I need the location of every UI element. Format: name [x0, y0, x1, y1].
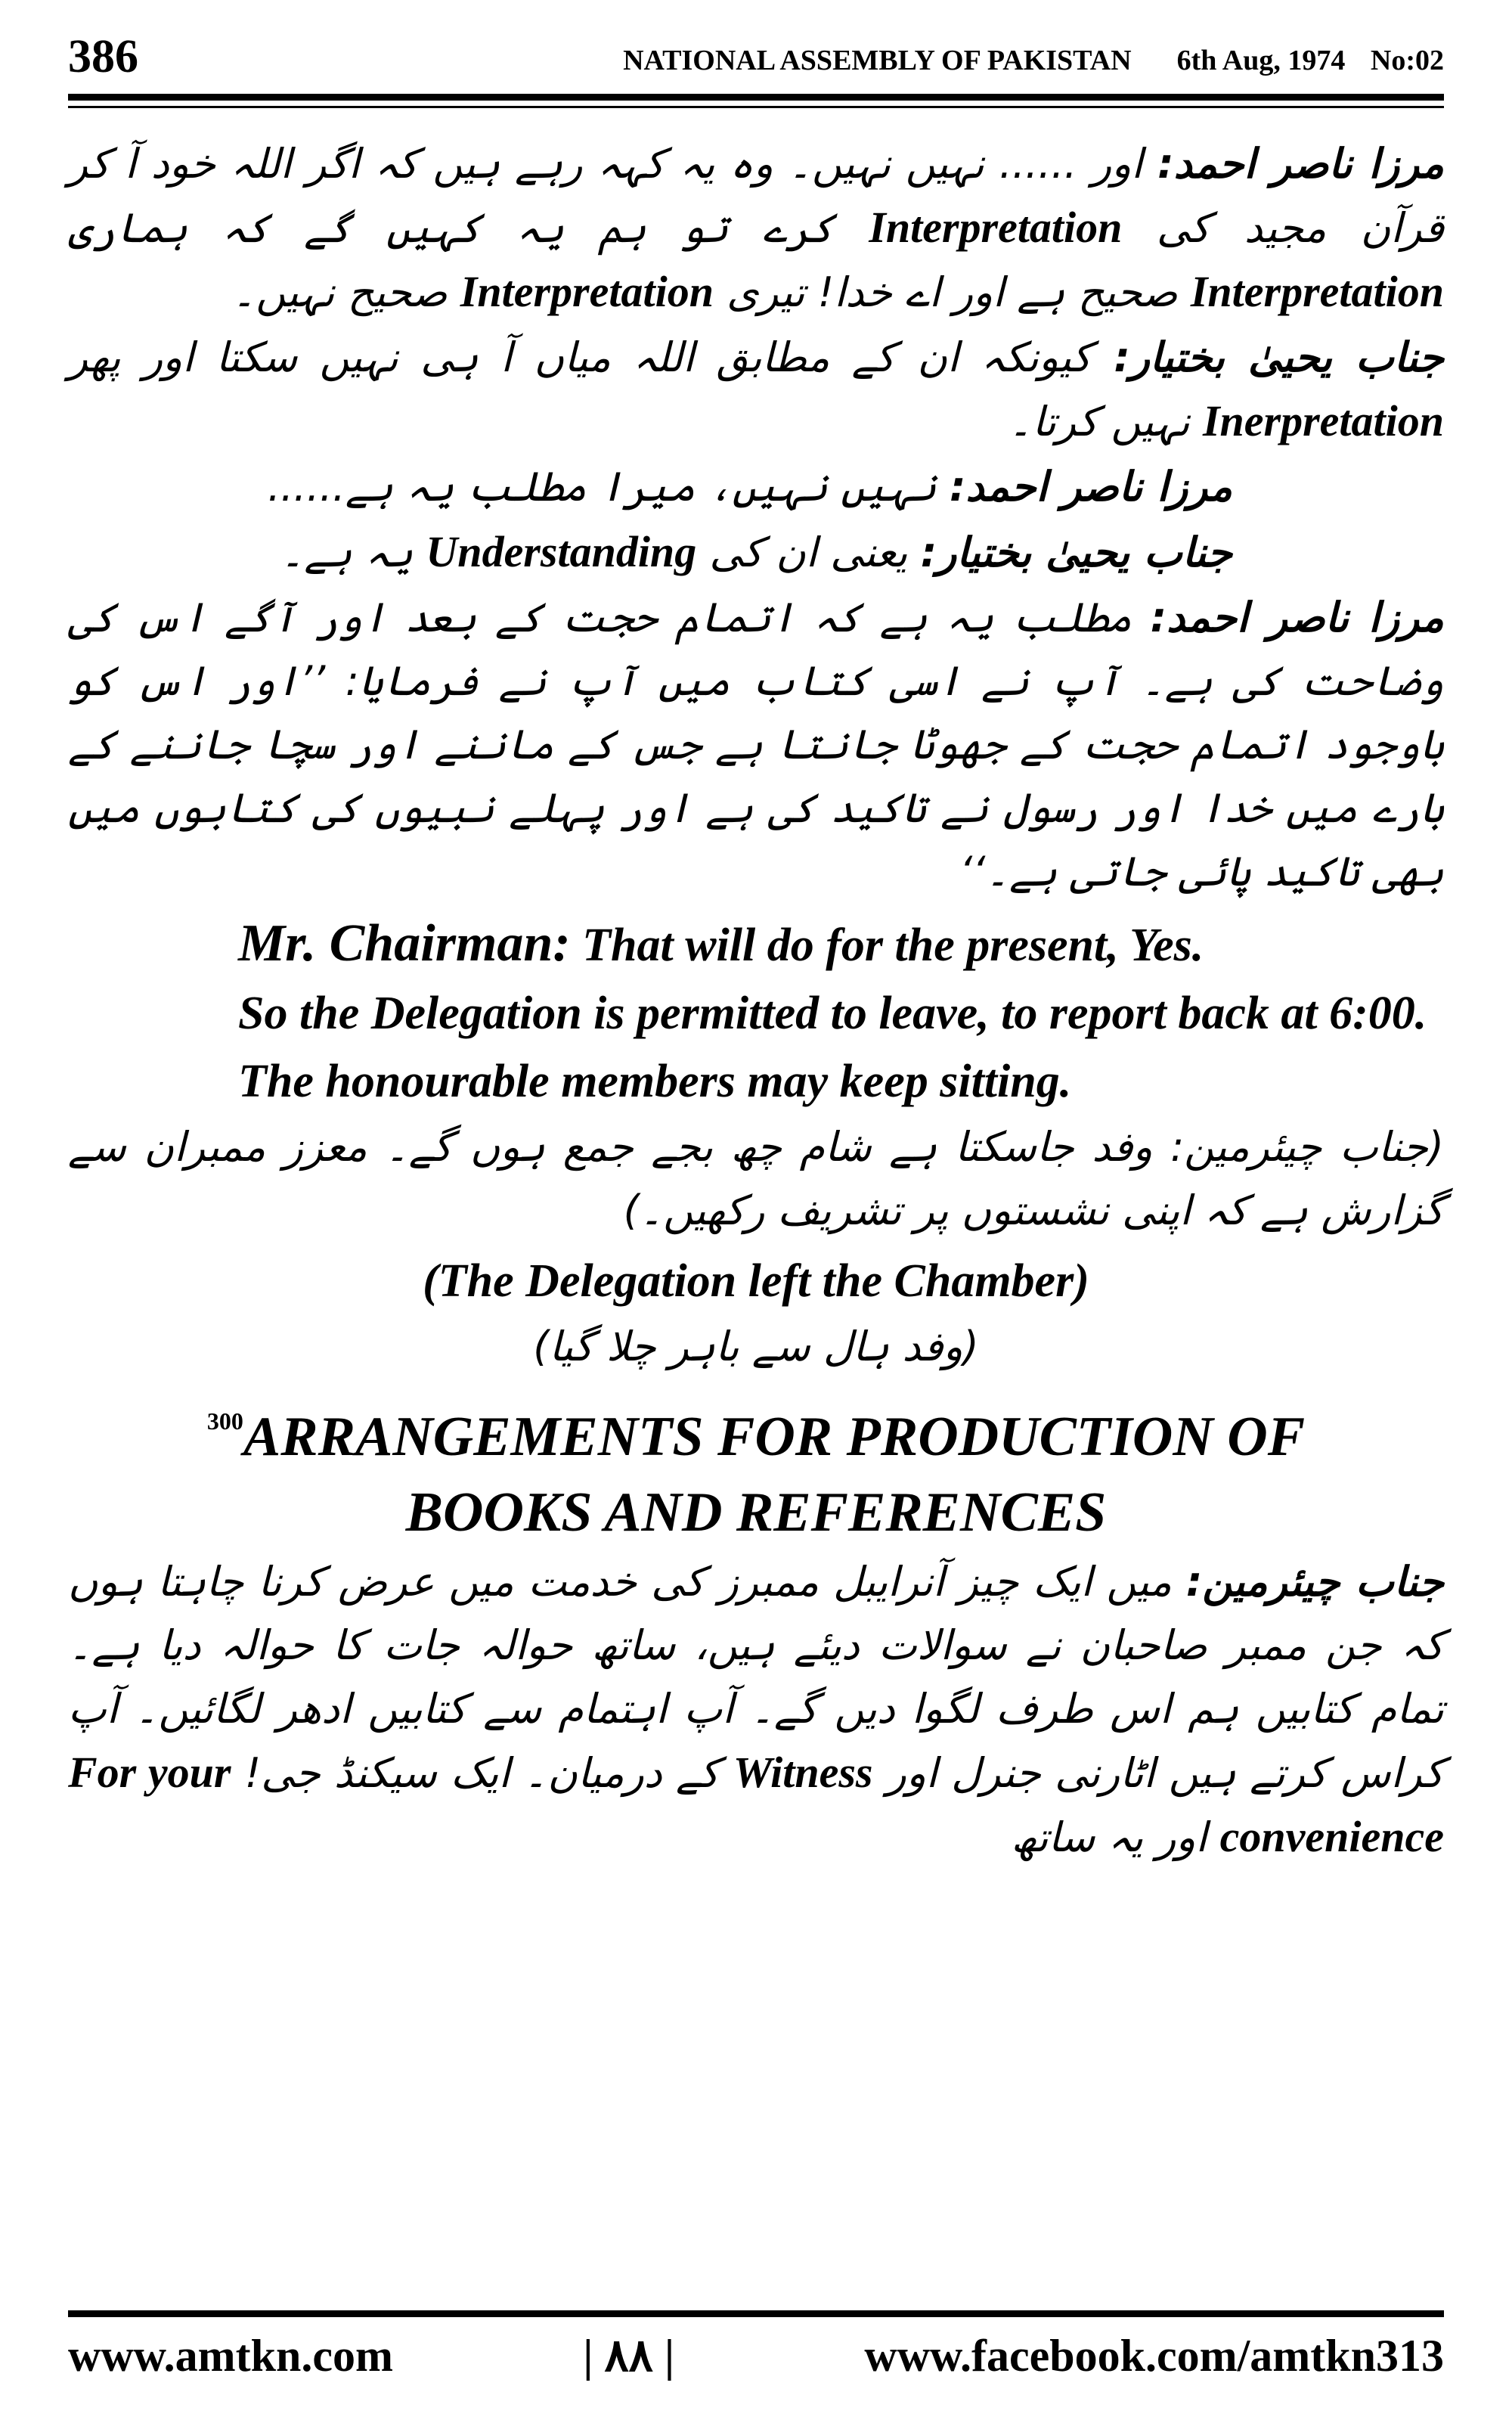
footer-page-number: | ۸۸ |	[583, 2331, 675, 2381]
english-term: Interpretation	[460, 267, 714, 316]
urdu-paragraph-5: مرزا ناصر احمد: مطلب یہ ہے کہ اتمام حجت کے بعد اور آگے اس کی وضاحت کی ہے۔ آپ نے اسی کتاب میں آپ نے فرمایا: ’’اور اس کو باوجود اتمام حجت کے جھوٹا جانتا ہے جس کے ماننے اور سچا جاننے کے بارے میں خدا اور رسول نے تاکید کی ہے اور پہلے نبیوں کی کتابوں میں بھی تاکید پائی جاتی ہے۔‘‘	[68, 594, 1444, 895]
page-body	[68, 132, 1444, 1871]
english-term: Interpretation	[869, 203, 1123, 252]
speaker-chairman: Mr. Chairman:	[238, 914, 571, 973]
urdu-translation-chairman: (جناب چیئرمین: وفد جاسکتا ہے شام چھ بجے جمع ہوں گے۔ معزز ممبران سے گزارش ہے کہ اپنی نشستوں پر تشریف رکھیں۔)	[68, 1123, 1444, 1234]
session-number: No:02	[1370, 45, 1444, 76]
urdu-paragraph-3: مرزا ناصر احمد: نہیں نہیں، میرا مطلب یہ ہے......	[267, 463, 1232, 510]
page-number: 386	[68, 31, 138, 82]
english-paragraph-members: The honourable members may keep sitting.	[238, 1056, 1072, 1107]
english-paragraph-delegation: So the Delegation is permitted to leave, to report back at 6:00.	[238, 988, 1427, 1039]
section-heading	[68, 1383, 1444, 1550]
reference-number: 300	[206, 1407, 243, 1435]
english-term: Witness	[733, 1748, 873, 1797]
urdu-paragraph-6: جناب چیئرمین: میں ایک چیز آنرایبل ممبرز کی خدمت میں عرض کرنا چاہتا ہوں کہ جن ممبر صاحبان نے سوالات دیئے ہیں، ساتھ حوالہ جات کا حوالہ دیا ہے۔ تمام کتابیں ہم اس طرف لگوا دیں گے۔ آپ اہتمام سے کتابیں ادھر لگائیں۔ آپ کراس کرتے ہیں اٹارنی جنرل اور Witness کے درمیان۔ ایک سیکنڈ جی! For your convenience اور یہ ساتھ	[68, 1558, 1445, 1861]
english-term: Understanding	[426, 527, 697, 576]
urdu-paragraph-2: جناب یحییٰ بختیار: کیونکہ ان کے مطابق اللہ میاں آ ہی نہیں سکتا اور پھر Inerpretation نہیں کرتا۔	[68, 334, 1445, 445]
footer-website-link[interactable]: www.amtkn.com	[68, 2330, 393, 2381]
assembly-name: NATIONAL ASSEMBLY OF PAKISTAN	[623, 45, 1132, 76]
header-rule-thin	[68, 106, 1444, 108]
english-stage-direction: (The Delegation left the Chamber)	[423, 1255, 1089, 1307]
urdu-stage-direction: (وفد ہال سے باہر چلا گیا)	[533, 1323, 979, 1370]
footer-rule	[68, 2310, 1444, 2317]
heading-line-2: BOOKS AND REFERENCES	[405, 1481, 1107, 1544]
speaker-mirza-nasir: مرزا ناصر احمد:	[1157, 140, 1444, 188]
english-term: Interpretation	[1190, 267, 1444, 316]
footer-facebook-link[interactable]: www.facebook.com/amtkn313	[864, 2330, 1444, 2381]
speaker-mirza-nasir: مرزا ناصر احمد:	[949, 463, 1232, 510]
session-date: 6th Aug, 1974	[1176, 45, 1346, 76]
speaker-mirza-nasir: مرزا ناصر احمد:	[1150, 594, 1444, 641]
english-term: For your convenience	[68, 1748, 1444, 1861]
urdu-paragraph-1: مرزا ناصر احمد: اور ...... نہیں نہیں۔ وہ یہ کہہ رہے ہیں کہ اگر اللہ خود آ کر قرآن مجید کی Interpretation کرے تو ہم یہ کہیں گے کہ ہماری Interpretation صحیح ہے اور اے خدا! تیری Interpretation صحیح نہیں۔	[68, 140, 1445, 316]
english-term: Inerpretation	[1202, 396, 1444, 445]
page-footer	[68, 2325, 1444, 2386]
page-header	[68, 30, 1444, 91]
header-rule-thick	[68, 94, 1444, 101]
urdu-paragraph-4: جناب یحییٰ بختیار: یعنی ان کی Understanding یہ ہے۔	[280, 527, 1232, 576]
speaker-yahya-bakhtiar: جناب یحییٰ بختیار:	[1114, 334, 1445, 381]
heading-line-1: ARRANGEMENTS FOR PRODUCTION OF	[243, 1406, 1306, 1468]
speaker-yahya-bakhtiar: جناب یحییٰ بختیار:	[920, 529, 1232, 576]
speaker-chairman-urdu: جناب چیئرمین:	[1185, 1558, 1444, 1606]
running-header	[623, 44, 1444, 77]
english-paragraph-chairman: Mr. Chairman: That will do for the present, Yes.	[238, 914, 1204, 973]
